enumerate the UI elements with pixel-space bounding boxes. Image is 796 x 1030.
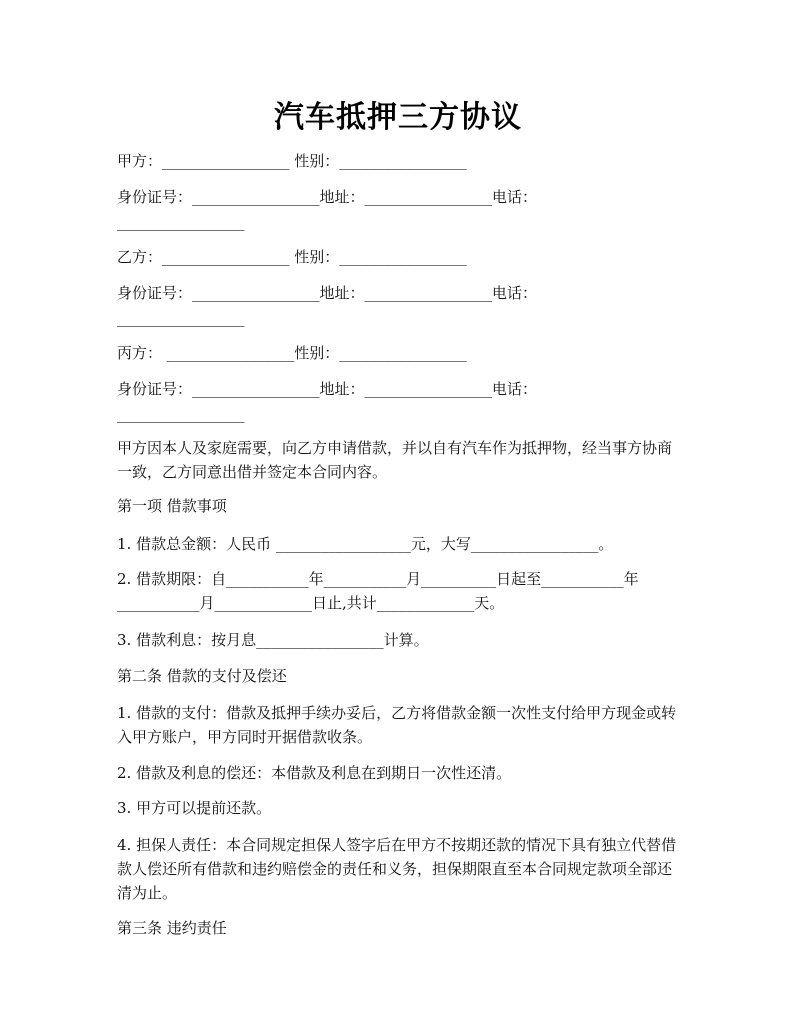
party-b-phone-line: _________________: [117, 309, 245, 327]
loan-amount-item: 1. 借款总金额：人民币 __________________元，大写_________________。: [117, 535, 614, 553]
loan-interest-item: 3. 借款利息：按月息_________________计算。: [117, 631, 429, 649]
section-3-heading: 第三条 违约责任: [117, 919, 227, 937]
intro-paragraph: 甲方因本人及家庭需要，向乙方申请借款，并以自有汽车作为抵押物，经当事方协商一致，乙方同意出借并签定本合同内容。: [117, 439, 673, 481]
section-2-heading: 第二条 借款的支付及偿还: [117, 667, 287, 685]
party-b-line: 乙方：_________________ 性别：_________________: [117, 248, 467, 266]
document-title: 汽车抵押三方协议: [274, 100, 522, 135]
payment-item: 1. 借款的支付：借款及抵押手续办妥后，乙方将借款金额一次性支付给甲方现金或转入甲方账户，甲方同时开据借款收条。: [117, 704, 677, 746]
party-c-line: 丙方： _________________性别：_________________: [117, 344, 467, 362]
party-c-id-line: 身份证号：_________________地址：_________________电话：: [117, 380, 538, 398]
party-a-phone-line: _________________: [117, 213, 245, 231]
party-b-id-line: 身份证号：_________________地址：_________________电话：: [117, 284, 538, 302]
party-c-phone-line: _________________: [117, 405, 245, 423]
loan-term-item: 2. 借款期限：自___________年___________月__________日起至___________年___________月_____________日止,共计_____________天。: [117, 570, 639, 612]
early-repayment-item: 3. 甲方可以提前还款。: [117, 799, 272, 817]
repayment-item: 2. 借款及利息的偿还：本借款及利息在到期日一次性还清。: [117, 764, 512, 782]
party-a-id-line: 身份证号：_________________地址：_________________电话：: [117, 188, 538, 206]
party-a-line: 甲方：_________________ 性别：_________________: [117, 152, 467, 170]
section-1-heading: 第一项 借款事项: [117, 497, 227, 515]
guarantor-item: 4. 担保人责任：本合同规定担保人签字后在甲方不按期还款的情况下具有独立代替借款人偿还所有借款和违约赔偿金的责任和义务，担保期限直至本合同规定款项全部还清为止。: [117, 836, 677, 902]
